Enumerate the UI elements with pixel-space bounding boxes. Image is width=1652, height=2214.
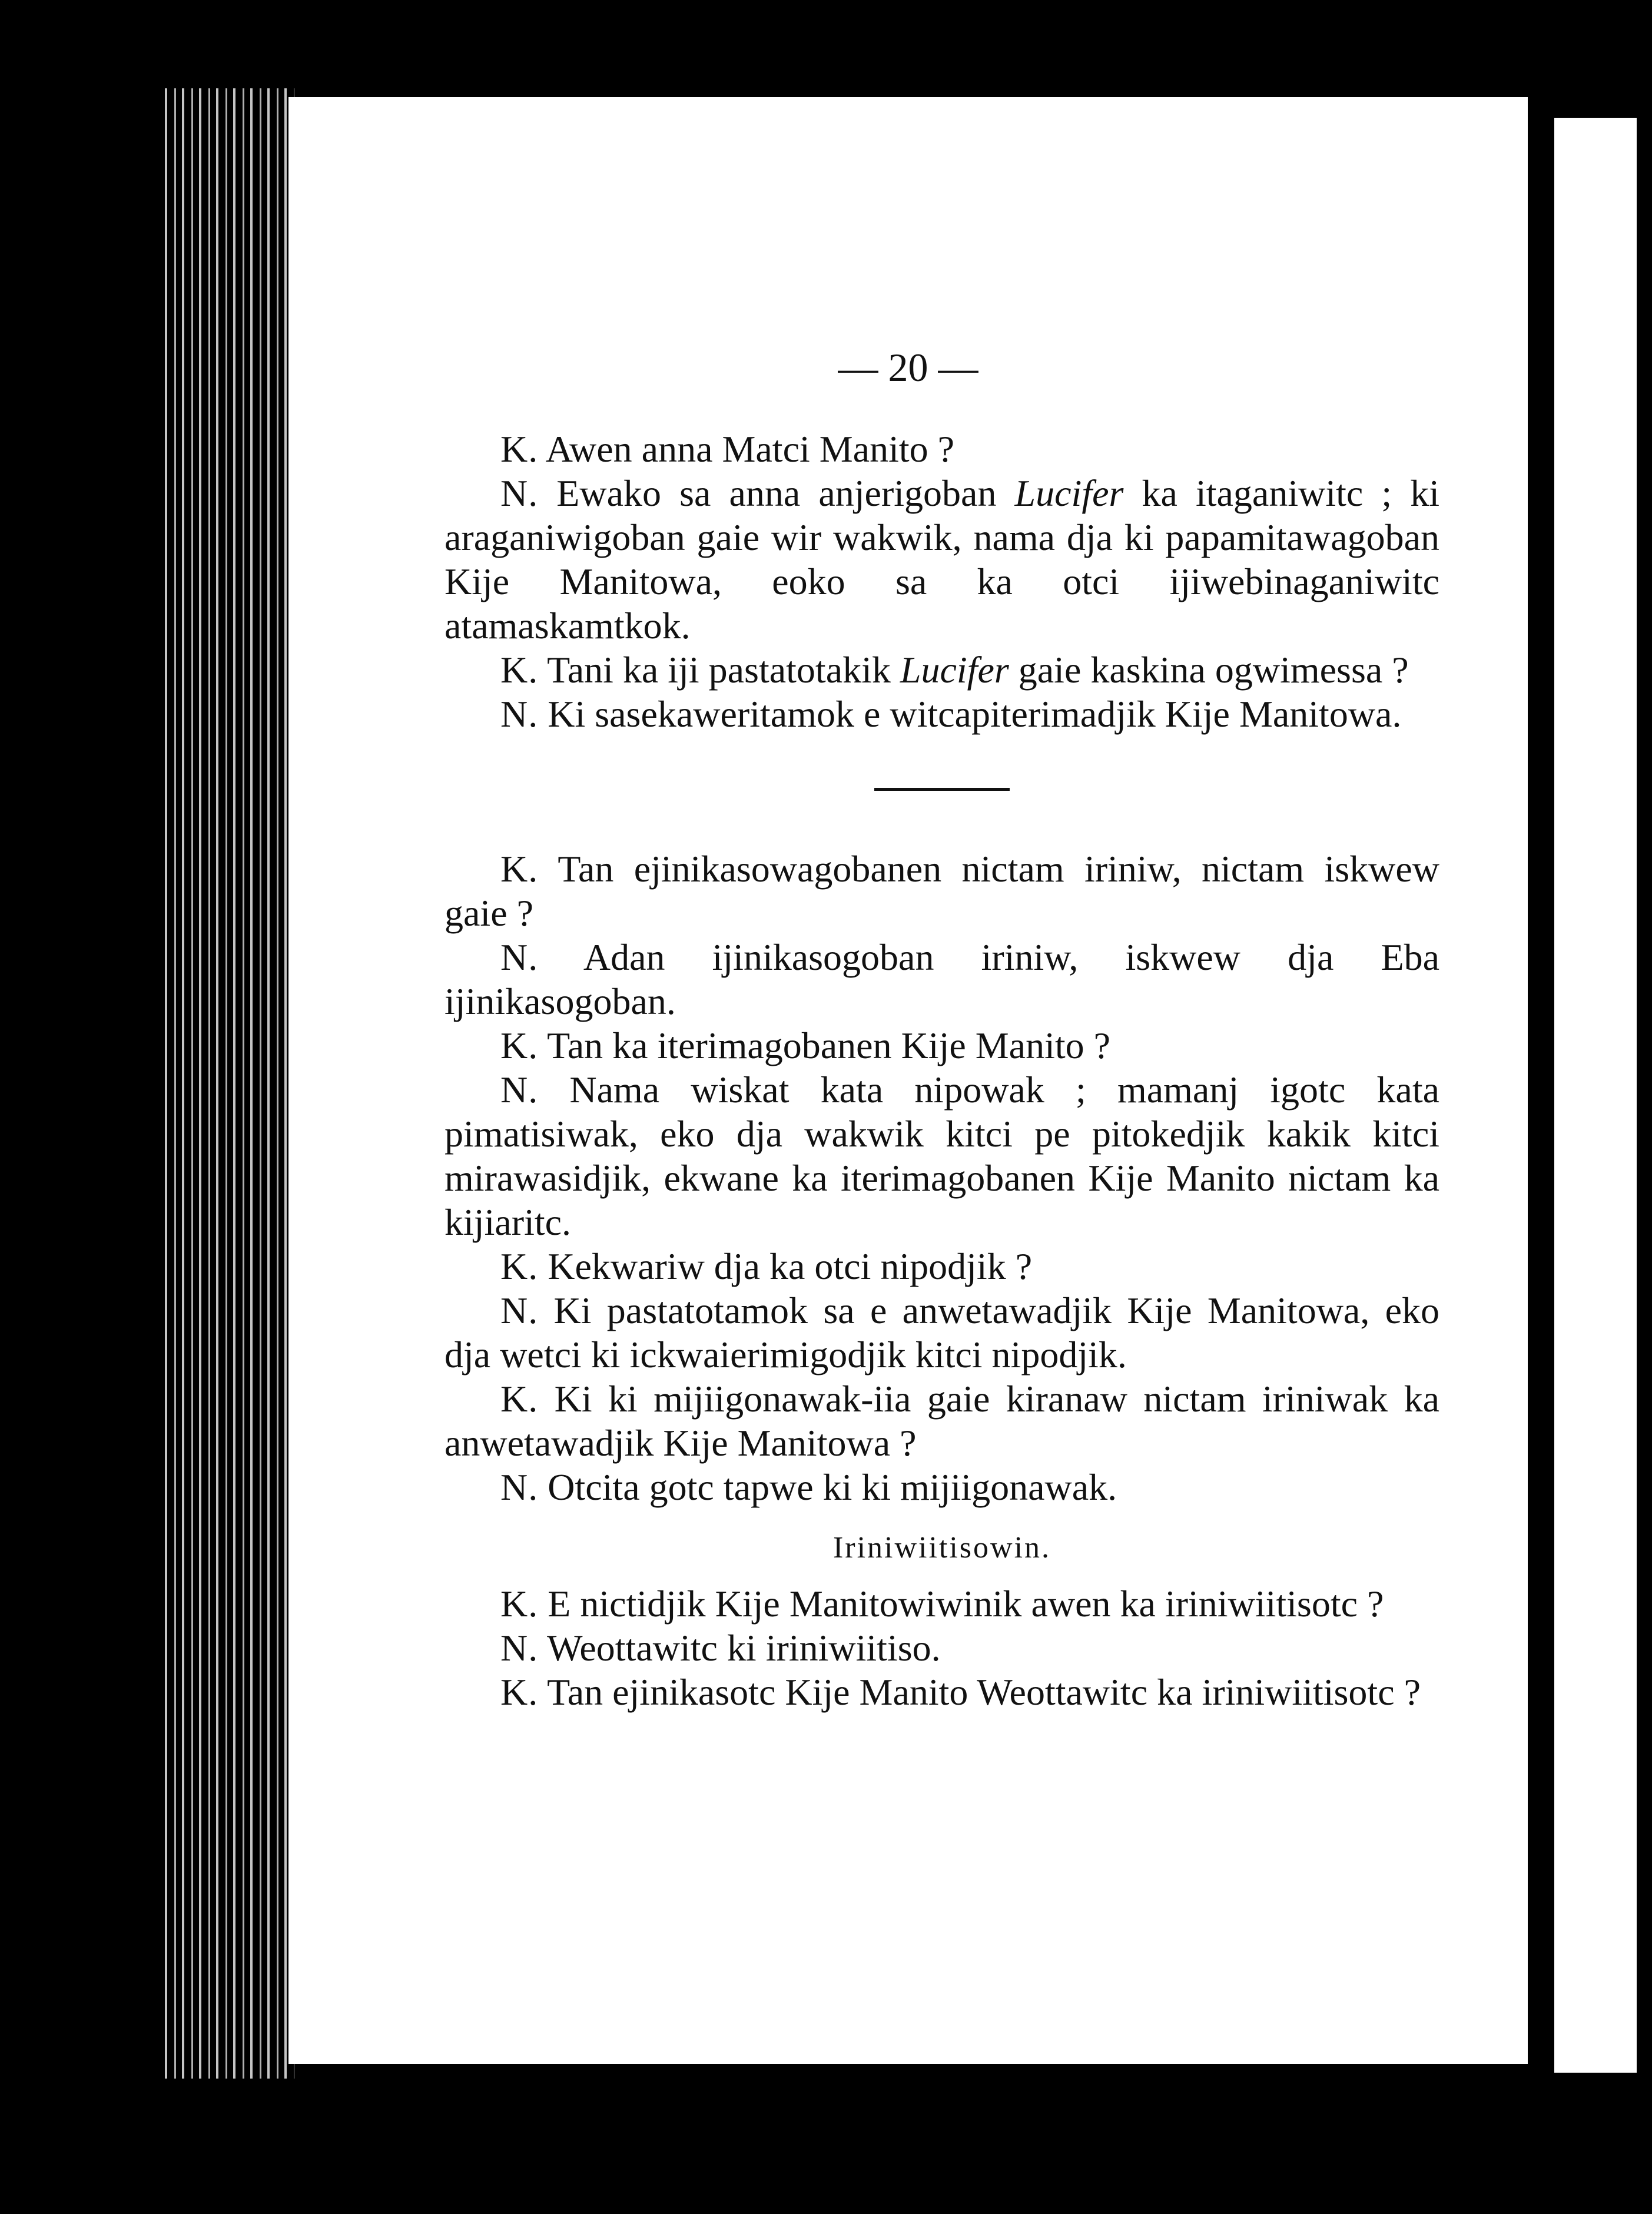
question: K. Awen anna Matci Manito ? bbox=[500, 428, 955, 470]
next-page-edge bbox=[1554, 118, 1637, 2073]
question: K. Tan ejinikasowagobanen nictam iriniw, nictam iskwew gaie ? bbox=[444, 848, 1440, 934]
book-page bbox=[288, 97, 1528, 2064]
question: K. Tan ejinikasotc Kije Manito Weottawitc ka iriniwiitisotc ? bbox=[500, 1671, 1421, 1713]
answer: N. Adan ijinikasogoban iriniw, iskwew dja Eba ijinikasogoban. bbox=[444, 936, 1440, 1022]
answer: N. Weottawitc ki iriniwiitiso. bbox=[500, 1627, 941, 1669]
page-number: — 20 — bbox=[838, 345, 978, 390]
question: K. Kekwariw dja ka otci nipodjik ? bbox=[500, 1245, 1033, 1287]
question: K. E nictidjik Kije Manitowiwinik awen ka iriniwiitisotc ? bbox=[500, 1583, 1384, 1625]
answer: N. Ki sasekaweritamok e witcapiterimadjik Kije Manitowa. bbox=[500, 693, 1402, 735]
question: K. Tani ka iji pastatotakik Lucifer gaie kaskina ogwimessa ? bbox=[500, 649, 1409, 691]
section-heading: Iriniwiitisowin. bbox=[832, 1531, 1051, 1565]
question: K. Tan ka iterimagobanen Kije Manito ? bbox=[500, 1025, 1111, 1066]
page-text bbox=[444, 427, 1439, 1714]
question: K. Ki ki mijiigonawak-iia gaie kiranaw nictam iriniwak ka anwetawadjik Kije Manitowa ? bbox=[444, 1378, 1440, 1464]
answer: N. Otcita gotc tapwe ki ki mijiigonawak. bbox=[500, 1466, 1117, 1508]
answer: N. Nama wiskat kata nipowak ; mamanj igotc kata pimatisiwak, eko dja wakwik kitci pe pitokedjik kakik kitci mirawasidjik, ekwane ka iterimagobanen Kije Manito nictam ka kijiaritc. bbox=[444, 1069, 1439, 1243]
answer: N. Ki pastatotamok sa e anwetawadjik Kije Manitowa, eko dja wetci ki ickwaierimigodjik kitci nipodjik. bbox=[444, 1290, 1440, 1376]
book-edge bbox=[159, 88, 294, 2079]
answer: N. Ewako sa anna anjerigoban Lucifer ka itaganiwitc ; ki araganiwigoban gaie wir wakwik, nama dja ki papamitawagoban Kije Manitowa, eoko sa ka otci ijiwebinaganiwitc atamaskamtkok. bbox=[444, 472, 1440, 647]
section-divider bbox=[874, 788, 1010, 791]
